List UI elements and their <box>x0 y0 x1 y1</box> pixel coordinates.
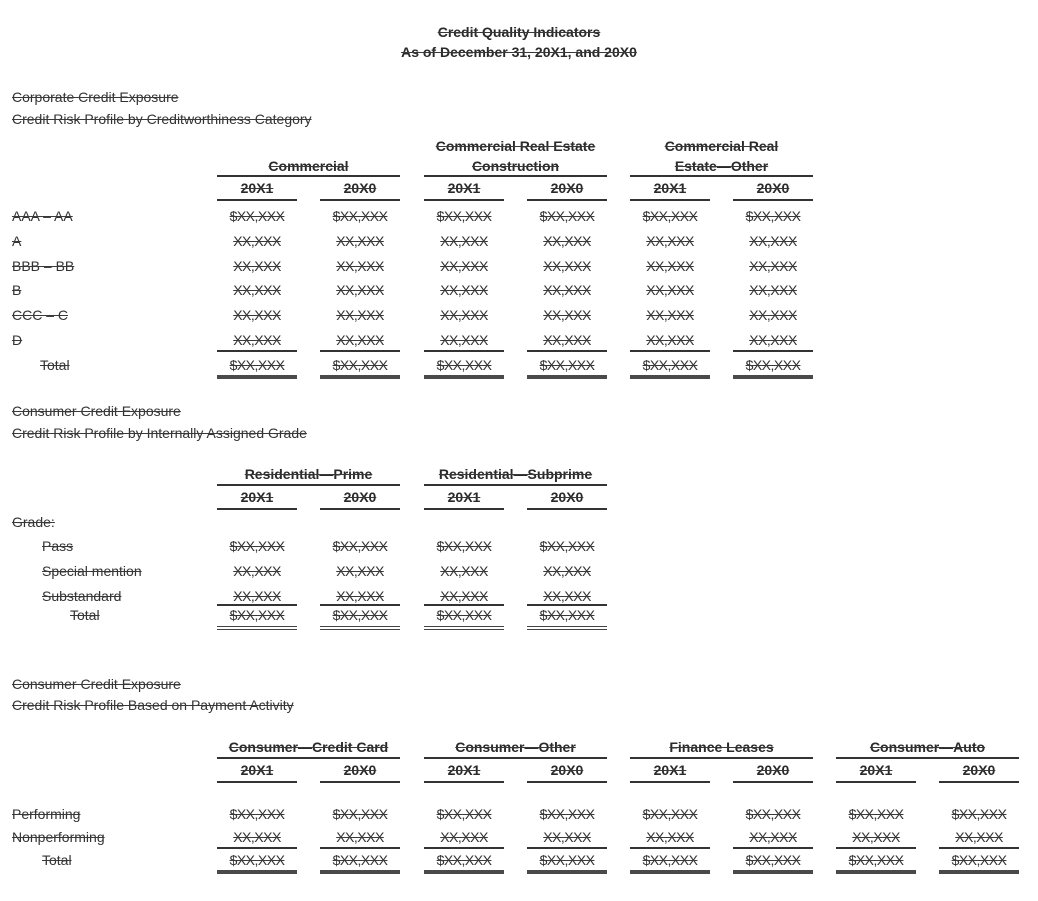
total-double-rule <box>527 870 607 874</box>
table-cell: XX,XXX <box>543 233 591 249</box>
row-label: Pass <box>42 538 74 554</box>
year-underline <box>733 199 813 201</box>
column-header-year: 20X0 <box>756 180 790 196</box>
year-underline <box>217 781 297 783</box>
table-cell: XX,XXX <box>233 233 281 249</box>
year-underline <box>939 781 1019 783</box>
total-double-rule <box>320 626 400 630</box>
subtotal-rule <box>527 847 607 849</box>
total-double-rule <box>630 870 710 874</box>
subtotal-rule <box>217 847 297 849</box>
section-heading: Corporate Credit Exposure <box>12 89 179 105</box>
table-cell: XX,XXX <box>233 563 281 579</box>
column-header-year: 20X0 <box>343 489 377 505</box>
table-cell: XX,XXX <box>336 233 384 249</box>
subtotal-rule <box>320 350 400 352</box>
row-label: Special mention <box>42 563 142 579</box>
total-cell: $XX,XXX <box>642 852 698 868</box>
total-double-rule <box>733 870 813 874</box>
row-label: D <box>12 332 23 348</box>
total-double-rule <box>217 375 297 379</box>
total-cell: $XX,XXX <box>539 357 595 373</box>
column-group-heading: Residential—Prime <box>244 466 373 482</box>
total-double-rule <box>836 870 916 874</box>
column-group-heading: Commercial <box>268 158 349 174</box>
table-cell: XX,XXX <box>440 282 488 298</box>
year-underline <box>320 199 400 201</box>
row-label: Performing <box>12 806 81 822</box>
table-cell: XX,XXX <box>749 233 797 249</box>
table-cell: XX,XXX <box>440 563 488 579</box>
subtotal-rule <box>320 604 400 606</box>
group-underline <box>424 757 607 759</box>
table-cell: XX,XXX <box>646 829 694 845</box>
column-header-year: 20X0 <box>962 762 996 778</box>
column-header-year: 20X1 <box>447 180 481 196</box>
group-underline <box>217 757 400 759</box>
year-underline <box>527 781 607 783</box>
column-group-heading: Commercial Real Estate <box>435 138 596 154</box>
subtotal-rule <box>630 847 710 849</box>
table-cell: $XX,XXX <box>229 208 285 224</box>
year-underline <box>733 781 813 783</box>
table-cell: $XX,XXX <box>436 208 492 224</box>
column-group-heading: Construction <box>471 158 560 174</box>
column-header-year: 20X0 <box>550 762 584 778</box>
column-header-year: 20X0 <box>756 762 790 778</box>
column-header-year: 20X0 <box>343 762 377 778</box>
column-header-year: 20X1 <box>653 762 687 778</box>
table-cell: XX,XXX <box>646 233 694 249</box>
total-cell: $XX,XXX <box>436 357 492 373</box>
subtotal-rule <box>217 350 297 352</box>
table-cell: XX,XXX <box>440 258 488 274</box>
total-cell: $XX,XXX <box>436 607 492 623</box>
table-cell: XX,XXX <box>749 282 797 298</box>
total-cell: $XX,XXX <box>229 852 285 868</box>
table-cell: XX,XXX <box>336 563 384 579</box>
section-heading: Consumer Credit Exposure <box>12 403 181 419</box>
year-underline <box>320 508 400 510</box>
total-cell: $XX,XXX <box>745 357 801 373</box>
table-cell: XX,XXX <box>543 563 591 579</box>
table-cell: XX,XXX <box>440 829 488 845</box>
group-underline <box>424 175 607 177</box>
subtotal-rule <box>424 350 504 352</box>
document-subtitle: As of December 31, 20X1, and 20X0 <box>401 44 637 60</box>
column-group-heading: Estate—Other <box>674 158 769 174</box>
year-underline <box>217 199 297 201</box>
table-cell: XX,XXX <box>749 829 797 845</box>
column-group-heading: Commercial Real <box>664 138 779 154</box>
subtotal-rule <box>527 350 607 352</box>
year-underline <box>320 781 400 783</box>
total-cell: $XX,XXX <box>332 852 388 868</box>
total-cell: $XX,XXX <box>229 607 285 623</box>
column-header-year: 20X0 <box>550 180 584 196</box>
subtotal-rule <box>320 847 400 849</box>
total-cell: $XX,XXX <box>951 852 1007 868</box>
table-cell: $XX,XXX <box>642 806 698 822</box>
total-label: Total <box>42 852 72 868</box>
total-cell: $XX,XXX <box>745 852 801 868</box>
column-header-year: 20X1 <box>447 762 481 778</box>
total-cell: $XX,XXX <box>848 852 904 868</box>
subtotal-rule <box>527 604 607 606</box>
total-cell: $XX,XXX <box>332 607 388 623</box>
table-cell: XX,XXX <box>543 307 591 323</box>
row-label: B <box>12 282 22 298</box>
total-cell: $XX,XXX <box>229 357 285 373</box>
table-cell: XX,XXX <box>955 829 1003 845</box>
subtotal-rule <box>939 847 1019 849</box>
table-cell: XX,XXX <box>543 588 591 604</box>
section-subheading: Credit Risk Profile by Creditworthiness Category <box>12 111 312 127</box>
total-double-rule <box>320 375 400 379</box>
table-cell: XX,XXX <box>543 829 591 845</box>
table-cell: XX,XXX <box>336 307 384 323</box>
table-cell: XX,XXX <box>233 588 281 604</box>
subtotal-rule <box>836 847 916 849</box>
year-underline <box>424 199 504 201</box>
table-cell: $XX,XXX <box>848 806 904 822</box>
section-heading: Consumer Credit Exposure <box>12 676 181 692</box>
column-header-year: 20X1 <box>859 762 893 778</box>
row-label: A <box>12 233 22 249</box>
table-cell: XX,XXX <box>749 307 797 323</box>
table-cell: XX,XXX <box>440 233 488 249</box>
row-label: CCC – C <box>12 307 69 323</box>
table-cell: $XX,XXX <box>539 806 595 822</box>
column-header-year: 20X1 <box>240 762 274 778</box>
column-header-year: 20X1 <box>447 489 481 505</box>
total-cell: $XX,XXX <box>436 852 492 868</box>
document-title: Credit Quality Indicators <box>437 24 601 40</box>
group-underline <box>424 484 607 486</box>
total-cell: $XX,XXX <box>539 852 595 868</box>
total-double-rule <box>320 870 400 874</box>
table-cell: XX,XXX <box>336 332 384 348</box>
column-group-heading: Consumer—Auto <box>869 739 986 755</box>
column-header-year: 20X1 <box>240 180 274 196</box>
total-cell: $XX,XXX <box>332 357 388 373</box>
group-underline <box>630 757 813 759</box>
section-subheading: Credit Risk Profile Based on Payment Activity <box>12 697 294 713</box>
table-cell: XX,XXX <box>336 282 384 298</box>
total-label: Total <box>70 607 100 623</box>
table-cell: $XX,XXX <box>229 806 285 822</box>
column-group-heading: Residential—Subprime <box>438 466 593 482</box>
table-cell: XX,XXX <box>233 307 281 323</box>
table-cell: XX,XXX <box>336 258 384 274</box>
year-underline <box>527 199 607 201</box>
table-cell: $XX,XXX <box>229 538 285 554</box>
table-cell: $XX,XXX <box>539 538 595 554</box>
year-underline <box>424 508 504 510</box>
subtotal-rule <box>630 350 710 352</box>
table-cell: $XX,XXX <box>436 538 492 554</box>
table-cell: XX,XXX <box>646 307 694 323</box>
total-label: Total <box>40 357 70 373</box>
table-cell: $XX,XXX <box>642 208 698 224</box>
total-double-rule <box>527 626 607 630</box>
row-label: BBB – BB <box>12 258 75 274</box>
column-group-heading: Consumer—Credit Card <box>228 739 389 755</box>
total-double-rule <box>217 626 297 630</box>
table-cell: XX,XXX <box>543 258 591 274</box>
section-subheading: Credit Risk Profile by Internally Assigned Grade <box>12 425 307 441</box>
table-cell: XX,XXX <box>646 282 694 298</box>
year-underline <box>527 508 607 510</box>
subtotal-rule <box>424 604 504 606</box>
table-cell: XX,XXX <box>543 282 591 298</box>
group-underline <box>217 175 400 177</box>
table-cell: XX,XXX <box>336 588 384 604</box>
table-cell: XX,XXX <box>233 258 281 274</box>
year-underline <box>630 199 710 201</box>
subtotal-rule <box>733 847 813 849</box>
total-cell: $XX,XXX <box>539 607 595 623</box>
subtotal-rule <box>424 847 504 849</box>
column-header-year: 20X0 <box>550 489 584 505</box>
table-cell: XX,XXX <box>852 829 900 845</box>
table-cell: $XX,XXX <box>332 538 388 554</box>
table-cell: XX,XXX <box>336 829 384 845</box>
total-double-rule <box>527 375 607 379</box>
table-cell: XX,XXX <box>646 258 694 274</box>
table-cell: XX,XXX <box>233 332 281 348</box>
total-double-rule <box>424 375 504 379</box>
row-label: AAA – AA <box>12 208 73 224</box>
row-label: Nonperforming <box>12 829 105 845</box>
column-group-heading: Consumer—Other <box>455 739 576 755</box>
table-cell: $XX,XXX <box>745 208 801 224</box>
total-cell: $XX,XXX <box>642 357 698 373</box>
table-cell: $XX,XXX <box>332 806 388 822</box>
table-cell: XX,XXX <box>749 258 797 274</box>
table-cell: XX,XXX <box>749 332 797 348</box>
year-underline <box>217 508 297 510</box>
row-label: Substandard <box>42 588 122 604</box>
year-underline <box>836 781 916 783</box>
table-cell: $XX,XXX <box>745 806 801 822</box>
table-cell: XX,XXX <box>233 282 281 298</box>
table-cell: XX,XXX <box>440 588 488 604</box>
total-double-rule <box>939 870 1019 874</box>
group-underline <box>630 175 813 177</box>
table-cell: $XX,XXX <box>539 208 595 224</box>
table-cell: $XX,XXX <box>332 208 388 224</box>
grade-label: Grade: <box>12 514 55 530</box>
total-double-rule <box>424 626 504 630</box>
column-header-year: 20X1 <box>240 489 274 505</box>
table-cell: XX,XXX <box>440 332 488 348</box>
table-cell: XX,XXX <box>233 829 281 845</box>
total-double-rule <box>630 375 710 379</box>
total-double-rule <box>424 870 504 874</box>
table-cell: XX,XXX <box>646 332 694 348</box>
group-underline <box>836 757 1019 759</box>
year-underline <box>630 781 710 783</box>
table-cell: XX,XXX <box>440 307 488 323</box>
table-cell: $XX,XXX <box>436 806 492 822</box>
table-cell: XX,XXX <box>543 332 591 348</box>
year-underline <box>424 781 504 783</box>
column-header-year: 20X1 <box>653 180 687 196</box>
subtotal-rule <box>217 604 297 606</box>
subtotal-rule <box>733 350 813 352</box>
total-double-rule <box>733 375 813 379</box>
group-underline <box>217 484 400 486</box>
table-cell: $XX,XXX <box>951 806 1007 822</box>
column-header-year: 20X0 <box>343 180 377 196</box>
total-double-rule <box>217 870 297 874</box>
column-group-heading: Finance Leases <box>669 739 774 755</box>
